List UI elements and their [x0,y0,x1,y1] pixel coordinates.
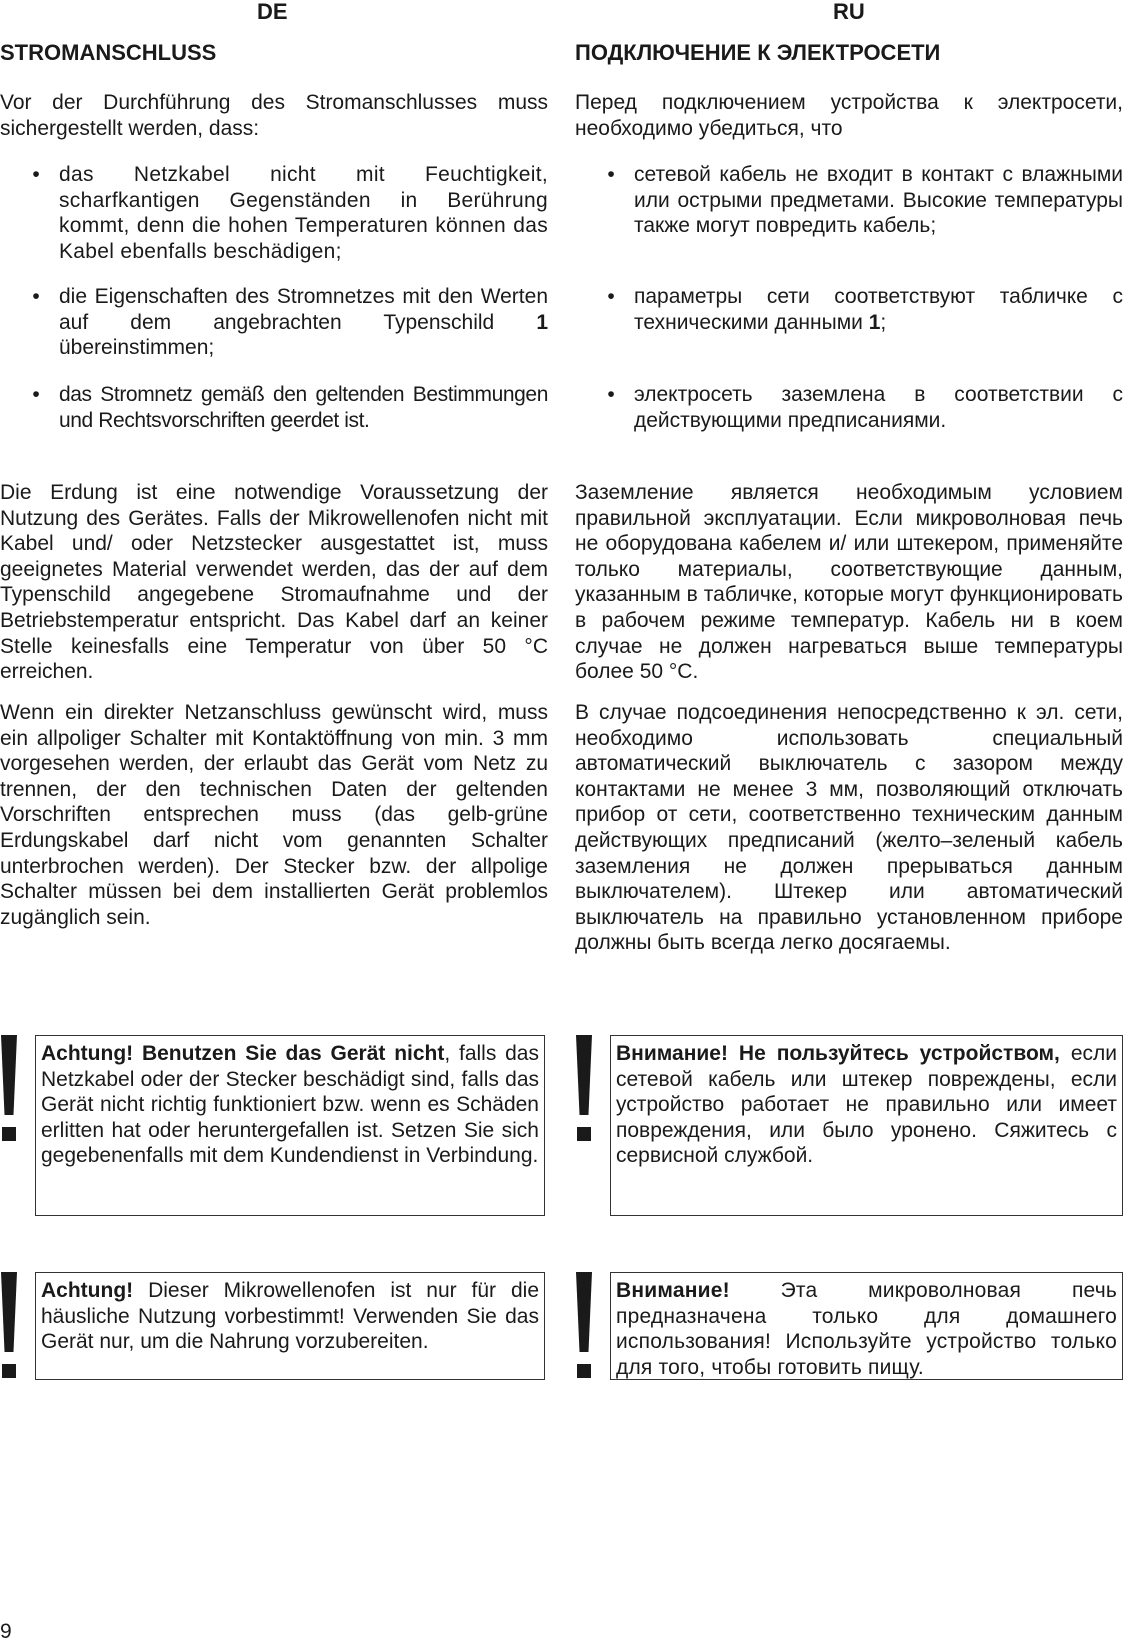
direct-connection-paragraph-de: Wenn ein direkter Netzanschluss gewünscht wird, muss ein allpoliger Schalter mit Kontaktöffnung von min. 3 mm vorgesehen werden, der erlaubt das Gerät vom Netz zu trennen, der den technischen Daten der geltenden Vorschriften entsprechen muss (das gelb-grüne Erdungskabel darf nicht vom genannten Schalter unterbrochen werden). Der Stecker bzw. der allpolige Schalter müssen bei dem installierten Gerät problemlos zugänglich sein. [0,701,548,929]
bullet-item-de-2 [0,284,548,361]
intro-paragraph-de: Vor der Durchführung des Stromanschlusses muss sichergestellt werden, dass: [0,91,548,140]
warning-title: Achtung! Benutzen Sie das Gerät nicht [41,1042,445,1065]
intro-paragraph-ru: Перед подключением устройства к электросети, необходимо убедиться, что [575,91,1123,140]
bullet-text-part: ; [880,310,887,334]
warning-box [35,1035,545,1216]
warning-text: Эта микроволновая печь предназначена только для домашнего использования! Используйте устройство только для того, чтобы готовить пищу. [616,1279,1117,1379]
bullet-item-ru-1 [575,162,1123,239]
bullet-marker: • [32,285,40,308]
section-heading-ru: ПОДКЛЮЧЕНИЕ К ЭЛЕКТРОСЕТИ [575,40,941,65]
bullet-item-ru-3 [575,382,1123,433]
direct-connection-paragraph-ru: В случае подсоединения непосредственно к эл. сети, необходимо использовать специальный автоматический выключатель с зазором между контактами не менее 3 мм, позволяющий отключать прибор от сети, соответственно техническим данным действующих предписаний (желто–зеленый кабель заземления не должен прерываться данным выключателем). Штекер или автоматический выключатель на правильно установленном приборе должны быть всегда легко досягаемы. [575,701,1123,955]
warning-box [610,1272,1123,1380]
warning-title: Внимание! [616,1279,730,1302]
warning-box [610,1035,1123,1216]
bullet-marker: • [607,285,615,308]
warning-text: , falls das Netzkabel oder der Stecker beschädigt sind, falls das Gerät nicht richtig funktioniert bzw. wenn es Schäden erlitten hat oder heruntergefallen ist. Setzen Sie sich gegebenenfalls mit dem Kundendienst in Verbindung. [41,1042,539,1168]
bullet-text [59,284,548,361]
bullet-item-de-3 [0,382,548,433]
section-heading-de: STROMANSCHLUSS [0,40,217,65]
language-label-de: DE [257,0,288,24]
warning-text: Dieser Mikrowellenofen ist nur für die häusliche Nutzung vorbestimmt! Verwenden Sie das Gerät nur, um die Nahrung vorzubereiten. [41,1279,539,1354]
figure-reference: 1 [536,310,548,334]
grounding-paragraph-ru: Заземление является необходимым условием правильной эксплуатации. Если микроволновая печь не оборудована кабелем и/ или штекером, применяйте только материалы, соответствующие данным, указанным в табличке, которые могут функционировать в рабочем режиме температур. Кабель ни в коем случае не должен нагреваться выше температуры более 50 °С. [575,481,1123,684]
page-number: 9 [0,1620,12,1643]
bullet-marker: • [607,383,615,406]
bullet-item-de-1 [0,162,548,264]
bullet-item-ru-2 [575,284,1123,335]
warning-box [35,1272,545,1380]
language-label-ru: RU [833,0,865,24]
bullet-text: das Netzkabel nicht mit Feuchtigkeit, scharfkantigen Gegenständen in Berührung kommt, denn die hohen Temperaturen können das Kabel ebenfalls beschädigen; [59,163,548,263]
warning-text: если сетевой кабель или штекер повреждены, если устройство работает не правильно или имеет повреждения, или было уронено. Сяжитесь с сервисной службой. [616,1042,1118,1168]
warning-title: Внимание! Не пользуйтесь устройством, [616,1042,1060,1065]
bullet-text: сетевой кабель не входит в контакт с влажными или острыми предметами. Высокие температуры также могут повредить кабель; [634,163,1123,238]
warning-title: Achtung! [41,1279,134,1302]
grounding-paragraph-de: Die Erdung ist eine notwendige Voraussetzung der Nutzung des Gerätes. Falls der Mikrowellenofen nicht mit Kabel und/ oder Netzstecker ausgestattet ist, muss geeignetes Material verwendet werden, das der auf dem Typenschild angegebene Stromaufnahme und der Betriebstemperatur entspricht. Das Kabel darf an keiner Stelle keinesfalls eine Temperatur von über 50 °C erreichen. [0,481,548,684]
bullet-text-part: die Eigenschaften des Stromnetzes mit den Werten auf dem angebrachten Typenschild [59,285,548,334]
bullet-text [634,284,1123,335]
bullet-text: электросеть заземлена в соответствии с действующими предписаниями. [634,383,1123,432]
bullet-marker: • [607,163,615,186]
bullet-marker: • [32,163,40,186]
bullet-text-part: übereinstimmen; [59,336,215,360]
bullet-text: das Stromnetz gemäß den geltenden Bestimmungen und Rechtsvorschriften geerdet ist. [59,383,548,432]
figure-reference: 1 [868,310,881,334]
bullet-text-part: параметры сети соответствуют табличке с техническими данными [634,285,1123,334]
bullet-marker: • [32,383,40,406]
